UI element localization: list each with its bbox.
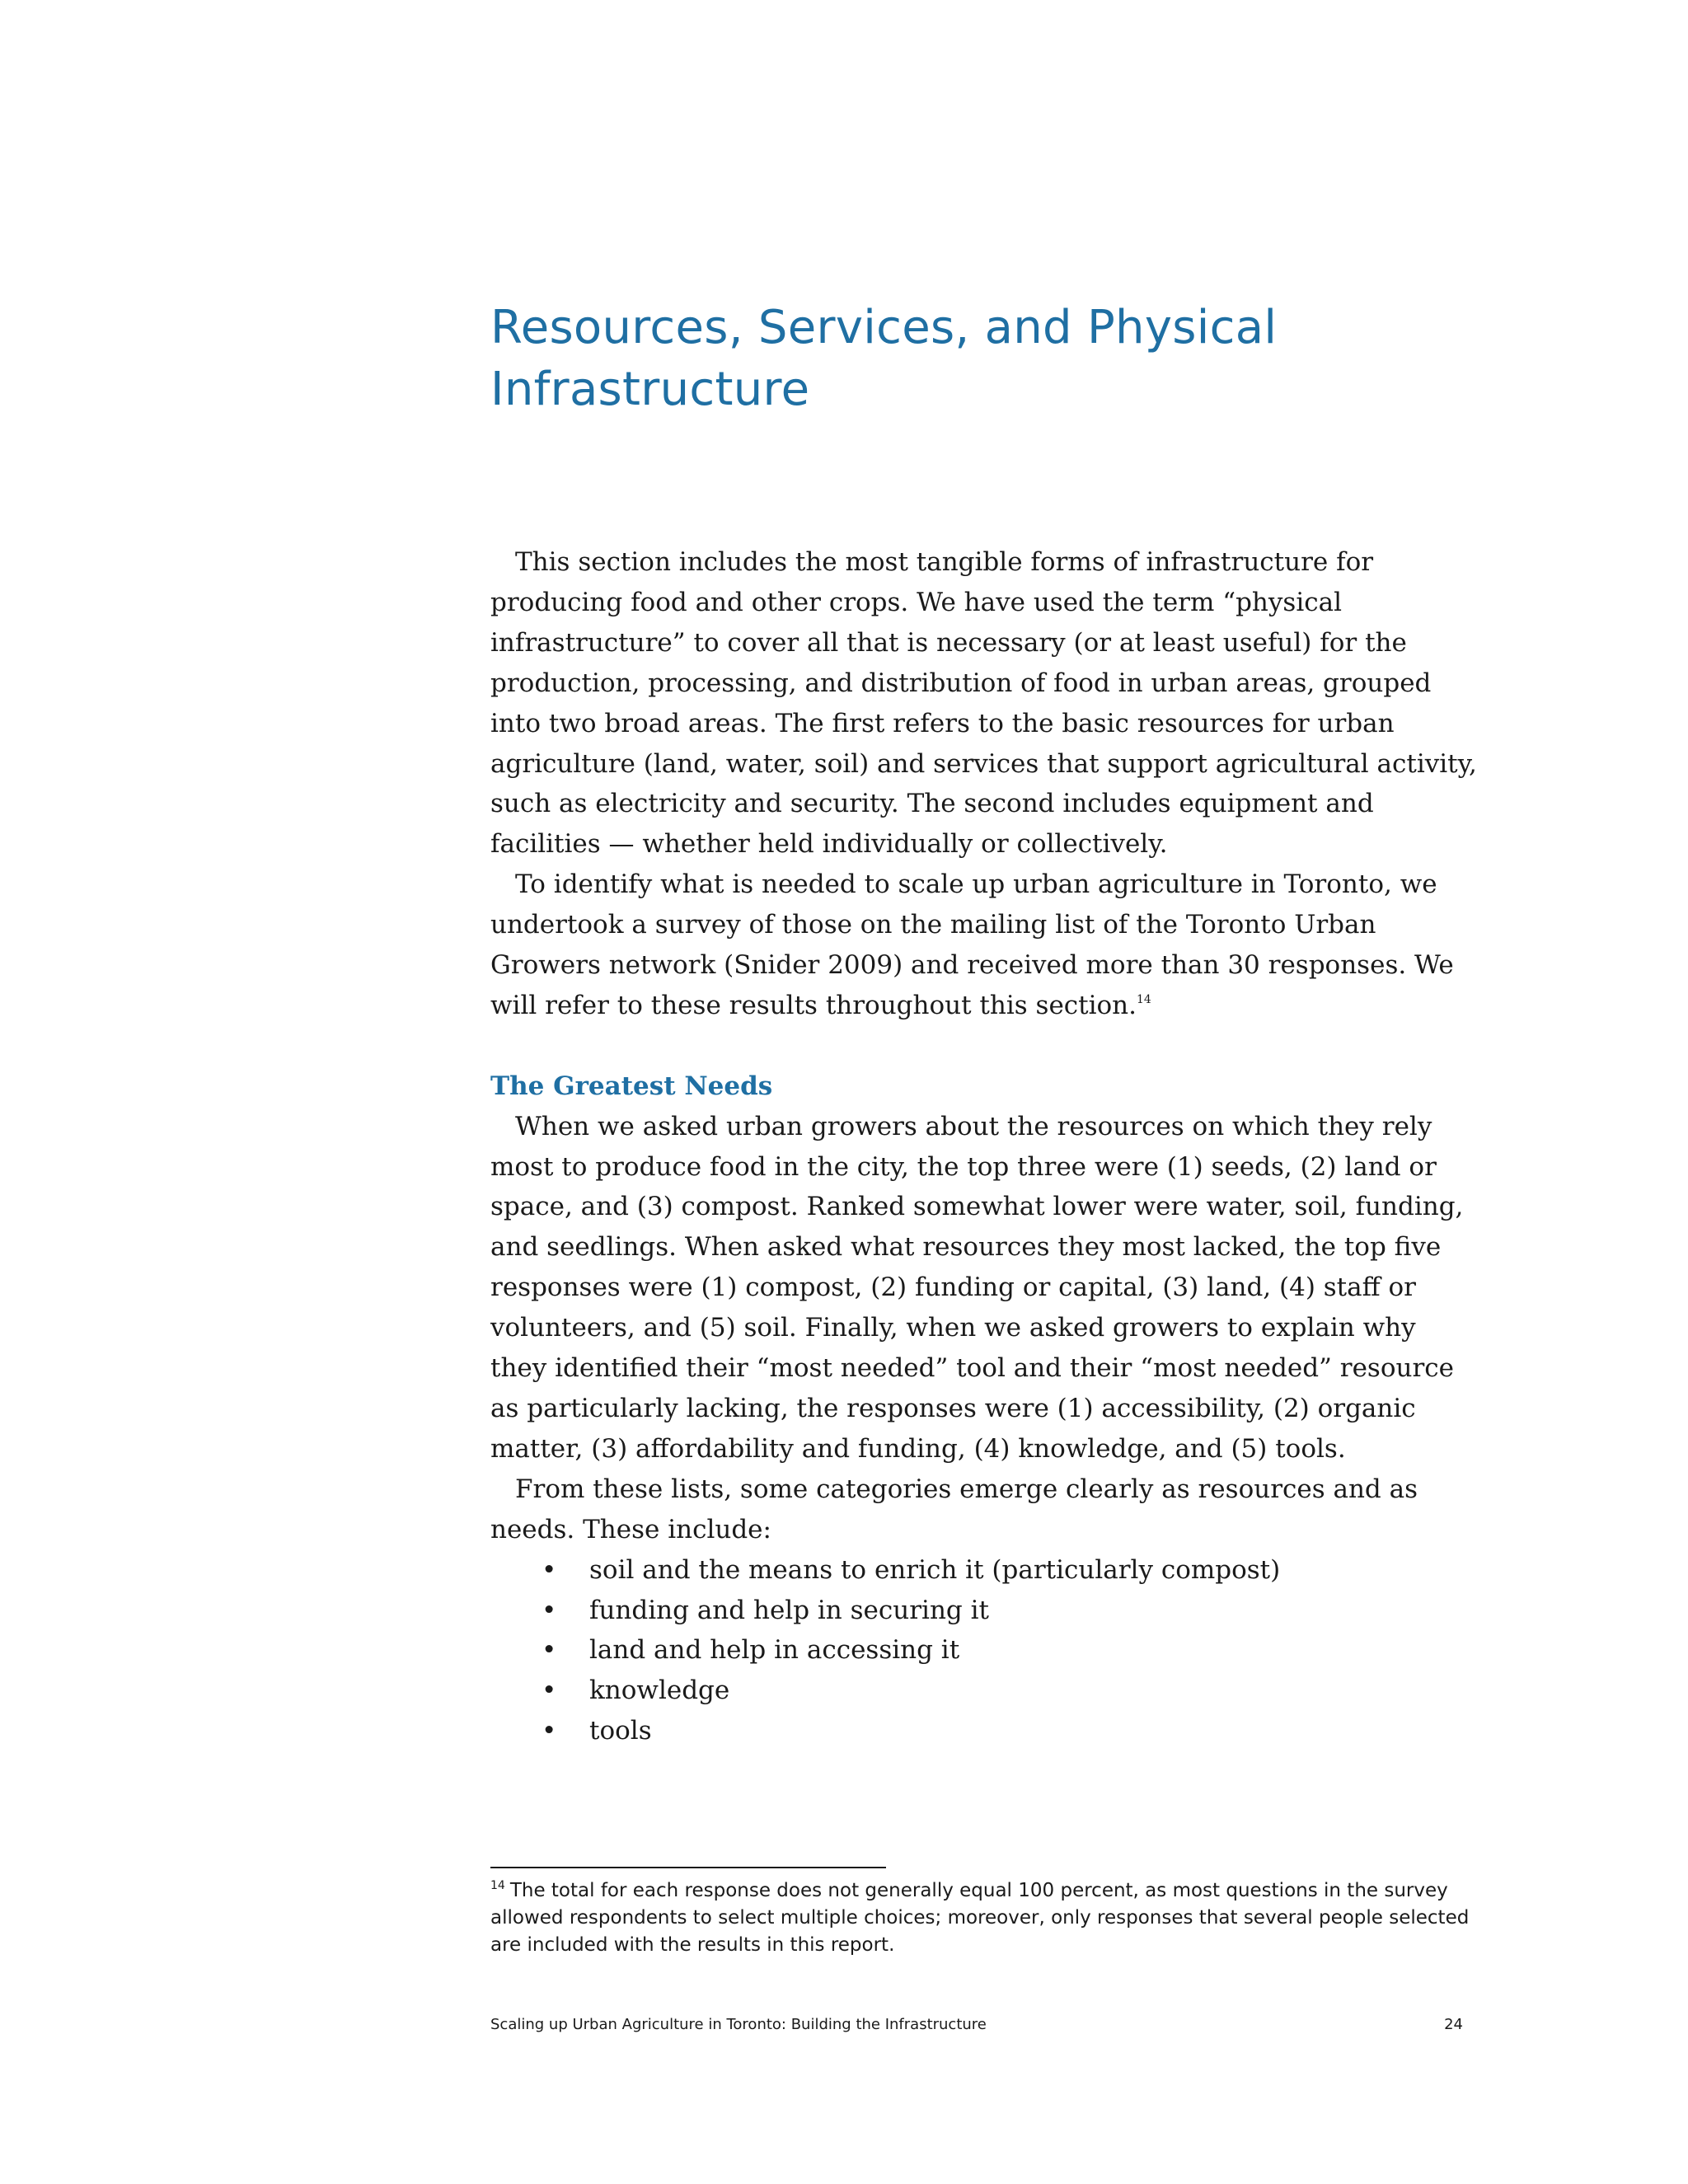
list-item-text: funding and help in securing it: [589, 1595, 989, 1625]
footnote-paragraph: [490, 1877, 1479, 1959]
list-item-text: tools: [589, 1716, 652, 1746]
bullet-icon: •: [542, 1595, 557, 1625]
bullet-icon: •: [542, 1716, 557, 1746]
footnote: [490, 1877, 1479, 1959]
footnote-number: 14: [490, 1879, 505, 1892]
list-item-text: knowledge: [589, 1675, 730, 1706]
page-number: 24: [1444, 2016, 1463, 2033]
list-item: [490, 1711, 1479, 1751]
list-item: [490, 1591, 1479, 1631]
page-title-line-2: Infrastructure: [490, 363, 810, 416]
bullet-icon: •: [542, 1554, 557, 1585]
intro-paragraph-2-text: To identify what is needed to scale up urban agriculture in Toronto, we undertook a survey of those on the mailing list of the Toronto Urban Growers network (Snider 2009) and received more than 30 responses. We will refer to these results throughout this section.: [490, 869, 1454, 1020]
section-paragraph-2: From these lists, some categories emerge clearly as resources and as needs. These include:: [490, 1474, 1418, 1544]
page-footer: [490, 2016, 1463, 2033]
list-item: [490, 1550, 1479, 1591]
bullet-icon: •: [542, 1675, 557, 1706]
list-item-text: land and help in accessing it: [589, 1635, 960, 1666]
bullet-icon: •: [542, 1635, 557, 1666]
list-item: [490, 1630, 1479, 1671]
page-title-line-1: Resources, Services, and Physical: [490, 301, 1278, 354]
running-title: Scaling up Urban Agriculture in Toronto: Building the Infrastructure: [490, 2016, 987, 2033]
section-paragraph-1: When we asked urban growers about the resources on which they rely most to produce food in the city, the top three were (1) seeds, (2) land or space, and (3) compost. Ranked somewhat lower were water, soil, funding, and seedlings. When asked what resources they most lacked, the top five responses were (1) compost, (2) funding or capital, (3) land, (4) staff or volunteers, and (5) soil. Finally, when we asked growers to explain why they identified their “most needed” tool and their “most needed” resource as particularly lacking, the responses were (1) accessibility, (2) organic matter, (3) affordability and funding, (4) knowledge, and (5) tools.: [490, 1111, 1464, 1464]
footnote-divider: [490, 1867, 886, 1868]
section-subheading: The Greatest Needs: [490, 1071, 773, 1101]
footnote-reference: 14: [1137, 992, 1151, 1006]
list-item: [490, 1671, 1479, 1711]
intro-paragraph-2: [490, 865, 1479, 1026]
footnote-text: The total for each response does not generally equal 100 percent, as most questions in the survey allowed respondents to select multiple choices; moreover, only responses that several people selected are included with the results in this report.: [490, 1880, 1470, 1956]
body-text: [490, 542, 1479, 1751]
needs-list: [490, 1550, 1479, 1752]
list-item-text: soil and the means to enrich it (particularly compost): [589, 1554, 1281, 1585]
page-title: [490, 297, 1479, 420]
intro-paragraph-1: This section includes the most tangible forms of infrastructure for producing food and other crops. We have used the term “physical infrastructure” to cover all that is necessary (or at least useful) for the production, processing, and distribution of food in urban areas, grouped into two broad areas. The first refers to the basic resources for urban agriculture (land, water, soil) and services that support agricultural activity, such as electricity and security. The second includes equipment and facilities — whether held individually or collectively.: [490, 547, 1477, 860]
